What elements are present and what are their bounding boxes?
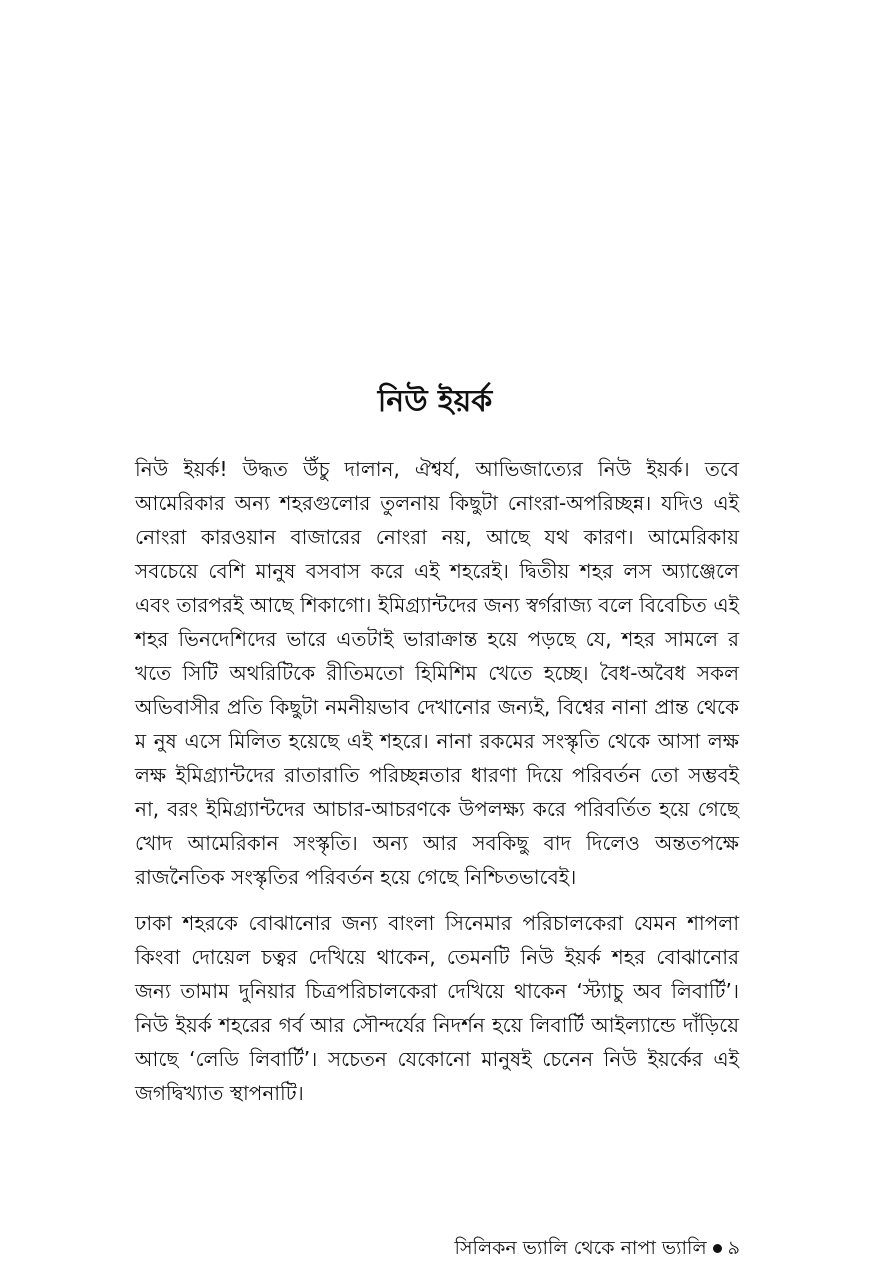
page-footer — [455, 1234, 740, 1262]
running-title: সিলিকন ভ্যালি থেকে নাপা ভ্যালি — [454, 1237, 707, 1259]
chapter-title: নিউ ইয়র্ক — [377, 384, 493, 419]
bullet-separator-icon — [713, 1244, 722, 1253]
paragraph-1: নিউ ইয়র্ক! উদ্ধত উঁচু দালান, ঐশ্বর্য, আভিজাত্যের নিউ ইয়র্ক। তবে আমেরিকার অন্য শহরগুলোর তুলনায় কিছুটা নোংরা-অপরিচ্ছন্ন। যদিও এই নোংরা কারওয়ান বাজারের নোংরা নয়, আছে যথ কারণ। আমেরিকায় সবচেয়ে বেশি মানুষ বসবাস করে এই শহরেই। দ্বিতীয় শহর লস অ্যাঞ্জেলে এবং তারপরই আছে শিকাগো। ইমিগ্র্যান্টদের জন্য স্বর্গরাজ্য বলে বিবেচিত এই শহর ভিনদেশিদের ভারে এতটাই ভারাক্রান্ত হয়ে পড়ছে যে, শহর সামলে র খতে সিটি অথরিটিকে রীতিমতো হিমিশিম খেতে হচ্ছে। বৈধ-অবৈধ সকল অভিবাসীর প্রতি কিছুটা নমনীয়ভাব দেখানোর জন্যই, বিশ্বের নানা প্রান্ত থেকে ম নুষ এসে মিলিত হয়েছে এই শহরে। নানা রকমের সংস্কৃতি থেকে আসা লক্ষ লক্ষ ইমিগ্র্যান্টদের রাতারাতি পরিচ্ছন্নতার ধারণা দিয়ে পরিবর্তন তো সম্ভবই না, বরং ইমিগ্র্যান্টদের আচার-আচরণকে উপলক্ষ্য করে পরিবর্তিত হয়ে গেছে খোদ আমেরিকান সংস্কৃতি। অন্য আর সবকিছু বাদ দিলেও অন্ততপক্ষে রাজনৈতিক সংস্কৃতির পরিবর্তন হয়ে গেছে নিশ্চিতভাবেই। — [135, 457, 739, 889]
page-number: ৯ — [727, 1237, 740, 1259]
body-text — [135, 452, 739, 1110]
paragraph-2: ঢাকা শহরকে বোঝানোর জন্য বাংলা সিনেমার পরিচালকেরা যেমন শাপলা কিংবা দোয়েল চত্বর দেখিয়ে থাকেন, তেমনটি নিউ ইয়র্ক শহর বোঝানোর জন্য তামাম দুনিয়ার চিত্রপরিচালকেরা দেখিয়ে থাকেন ‘স্ট্যাচু অব লিবার্টি’। নিউ ইয়র্ক শহরের গর্ব আর সৌন্দর্যের নিদর্শন হয়ে লিবার্টি আইল্যান্ডে দাঁড়িয়ে আছে ‘লেডি লিবার্টি’। সচেতন যেকোনো মানুষই চেনেন নিউ ইয়র্কের এই জগদ্বিখ্যাত স্থাপনাটি। — [135, 911, 739, 1105]
